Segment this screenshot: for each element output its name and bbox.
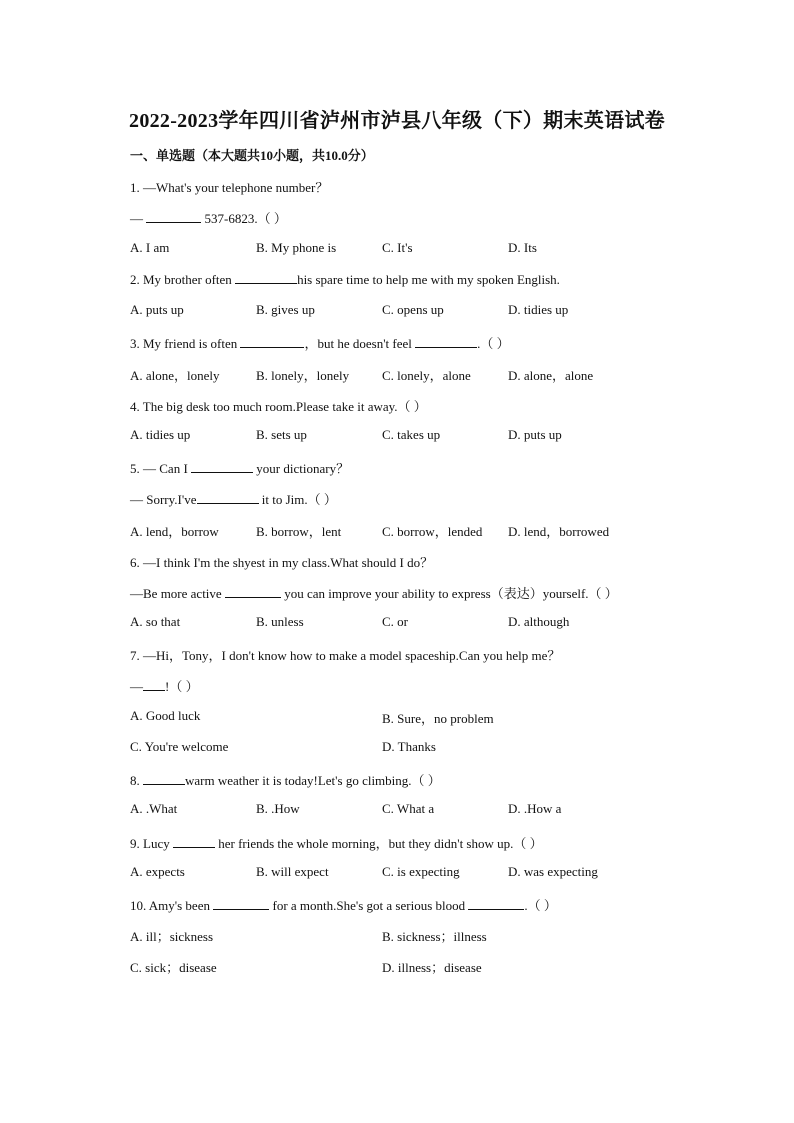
answer-blank (213, 897, 269, 910)
option-10c: C. sick；disease (130, 960, 217, 975)
question-5-prefix: 5. — Can I (130, 461, 192, 476)
question-6-stem: 6. —I think I'm the shyest in my class.What should I do？ (130, 555, 434, 570)
answer-blank (415, 335, 477, 348)
question-2-stem (130, 271, 560, 288)
option-8b: B. .How (256, 801, 300, 816)
option-2a: A. puts up (130, 302, 184, 317)
option-5d: D. lend，borrowed (508, 524, 610, 539)
option-10a: A. ill；sickness (130, 929, 214, 944)
option-4d: D. puts up (508, 427, 562, 442)
question-4-stem: 4. The big desk too much room.Please take it away.（ ） (130, 399, 427, 414)
question-10-middle: for a month.She's got a serious blood (269, 898, 469, 913)
option-3c: C. lonely，alone (382, 368, 471, 383)
option-6a: A. so that (130, 614, 181, 629)
option-9c: C. is expecting (382, 864, 460, 879)
question-10-stem (130, 895, 557, 914)
option-1d: D. Its (508, 240, 537, 255)
option-6c: C. or (382, 614, 408, 629)
question-9-suffix: her friends the whole morning，but they didn't show up.（ ） (214, 836, 543, 851)
option-3d: D. alone，alone (508, 368, 594, 383)
question-5-suffix: your dictionary？ (253, 461, 350, 476)
question-3-middle: ，but he doesn't feel (304, 336, 416, 351)
option-10b: B. sickness；illness (382, 929, 487, 944)
option-5c: C. borrow，lended (382, 524, 483, 539)
question-8-suffix: warm weather it is today!Let's go climbing.（ ） (185, 773, 441, 788)
option-5b: B. borrow，lent (256, 524, 342, 539)
answer-blank (240, 335, 304, 348)
option-2d: D. tidies up (508, 302, 569, 317)
answer-blank (146, 210, 201, 223)
answer-blank (225, 585, 281, 598)
option-10d: D. illness；disease (382, 960, 482, 975)
option-6d: D. although (508, 614, 570, 629)
option-7c: C. You're welcome (130, 739, 229, 754)
question-5-reply-suffix: it to Jim.（ ） (258, 492, 337, 507)
option-3b: B. lonely，lonely (256, 368, 350, 383)
question-2-suffix: his spare time to help me with my spoken English. (297, 272, 560, 287)
question-8-stem (130, 770, 441, 789)
option-6b: B. unless (256, 614, 304, 629)
option-3a: A. alone，lonely (130, 368, 220, 383)
option-9d: D. was expecting (508, 864, 598, 879)
question-3-prefix: 3. My friend is often (130, 336, 241, 351)
question-5-stem (130, 458, 349, 477)
question-1-reply-prefix: — (130, 211, 147, 226)
option-1c: C. It's (382, 240, 413, 255)
answer-blank (191, 460, 253, 473)
option-9b: B. will expect (256, 864, 329, 879)
section-heading: 一、单选题（本大题共10小题，共10.0分） (130, 148, 374, 163)
option-1a: A. I am (130, 240, 170, 255)
answer-blank (468, 897, 524, 910)
option-8d: D. .How a (508, 801, 562, 816)
option-4c: C. takes up (382, 427, 441, 442)
option-1b: B. My phone is (256, 240, 337, 255)
option-2b: B. gives up (256, 302, 315, 317)
question-2-prefix: 2. My brother often (130, 272, 236, 287)
option-7b: B. Sure，no problem (382, 711, 494, 726)
page-title: 2022-2023学年四川省泸州市泸县八年级（下）期末英语试卷 (129, 110, 665, 132)
answer-blank (173, 835, 215, 848)
option-2c: C. opens up (382, 302, 444, 317)
answer-blank (143, 678, 165, 691)
answer-blank (143, 772, 185, 785)
question-9-stem (130, 833, 543, 852)
question-1-reply (130, 208, 287, 227)
question-7-reply-suffix: !（ ） (165, 679, 199, 694)
question-6-reply (130, 583, 618, 602)
option-4a: A. tidies up (130, 427, 191, 442)
question-8-prefix: 8. (130, 773, 143, 788)
question-9-prefix: 9. Lucy (130, 836, 173, 851)
option-5a: A. lend，borrow (130, 524, 219, 539)
answer-blank (197, 491, 259, 504)
question-3-suffix: .（ ） (477, 336, 510, 351)
question-5-reply-prefix: — Sorry.I've (130, 492, 197, 507)
option-8a: A. .What (130, 801, 178, 816)
question-7-reply (130, 676, 199, 695)
question-1-stem (130, 177, 328, 196)
option-4b: B. sets up (256, 427, 307, 442)
question-10-suffix: .（ ） (524, 898, 557, 913)
question-1-text: 1. —What's your telephone number？ (130, 180, 329, 195)
question-7-reply-prefix: — (130, 679, 143, 694)
question-3-stem (130, 333, 510, 352)
answer-blank (235, 271, 297, 284)
option-7a: A. Good luck (130, 708, 201, 723)
question-7-stem: 7. —Hi，Tony，I don't know how to make a model spaceship.Can you help me？ (130, 648, 561, 663)
question-1-reply-suffix: 537-6823.（ ） (201, 211, 287, 226)
question-6-reply-suffix: you can improve your ability to express（表达）yourself.（ ） (280, 586, 618, 601)
question-5-reply (130, 489, 337, 508)
option-7d: D. Thanks (382, 739, 436, 754)
question-6-reply-prefix: —Be more active (130, 586, 225, 601)
option-8c: C. What a (382, 801, 435, 816)
option-9a: A. expects (130, 864, 185, 879)
question-10-prefix: 10. Amy's been (130, 898, 214, 913)
